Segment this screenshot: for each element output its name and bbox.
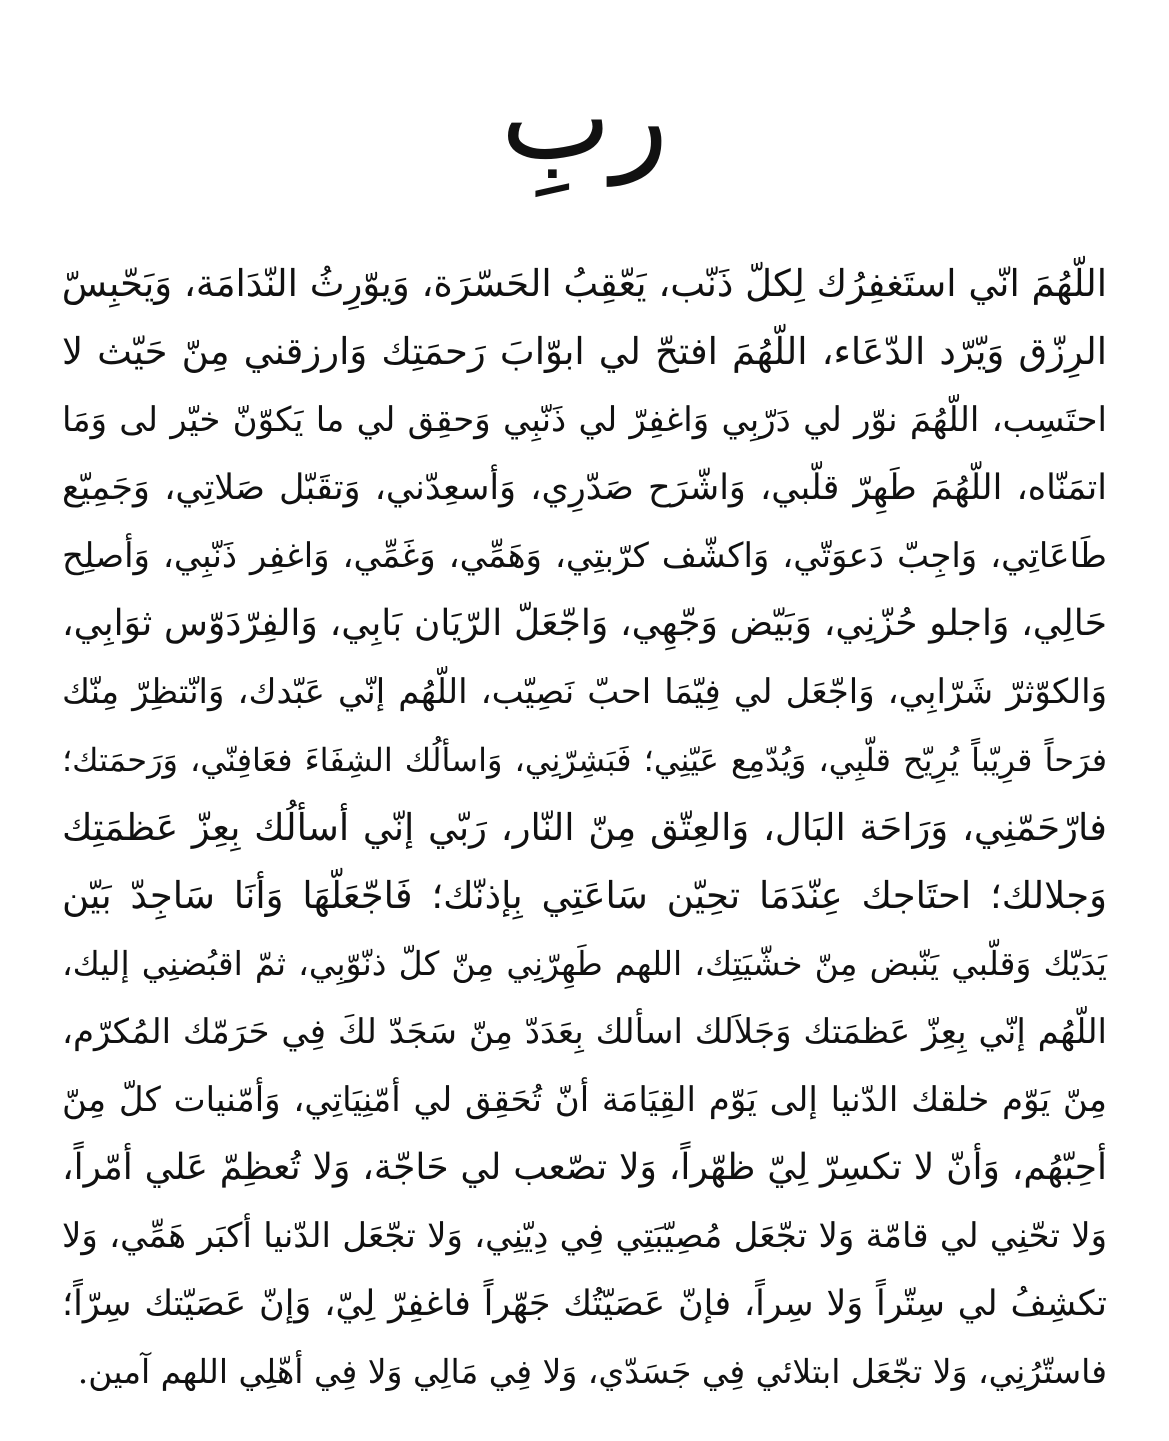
text-line: اللّهُمَ انّي استَغفِرُك لِكلّ ذَنّب، يَعّقِبُ الحَسّرَة، وَيوّرِثُ النّدَامَة، وَيَحّبِسّ [61, 262, 1107, 305]
prayer-text [62, 250, 1107, 1406]
text-line: فرَحاً قرِيّباً يُرِيّح قلّبِي، وَيُدّمِع عَيّنِي؛ فَبَشِرّنِي، وَاسألُك الشِفَاءَ فعَافِنّي، وَرَحمَتك؛ [62, 741, 1108, 779]
text-line: وَجلالك؛ احتَاجك عِنّدَمَا تحِيّن سَاعَتِي بِإذنّك؛ فَاجّعَلّهَا وَأنَا سَاجِدّ بَيّن [62, 874, 1107, 917]
text-line: الرِزّق وَيّرّد الدّعَاء، اللّهُمَ افتحّ لي ابوّابَ رَحمَتِك وَارزقني مِنّ حَيّث لا [62, 330, 1107, 373]
text-line: وَالكوّثرّ شَرّابِي، وَاجّعَل لي فِيّمَا احبّ نَصِيّب، اللّهُم إنّي عَبّدك، وَانّتظِرّ مِنّك [62, 672, 1107, 712]
page-title: ربِ [500, 48, 669, 186]
text-line: احتَسِب، اللّهُمَ نوّر لي دَرّبِي وَاغفِرّ لي ذَنّبِي وَحقِق لي ما يَكوّنّ خيّر لى وَمَا [62, 400, 1107, 440]
text-line: اللّهُم إنّي بِعِزّ عَظمَتك وَجَلاَلك اسألك بِعَدَدّ مِنّ سَجَدّ لكَ فِي حَرَمّك المُكرّم، [62, 1012, 1107, 1052]
text-line: يَدَيّك وَقلّبي يَنّبض مِنّ خشّيَتِك، اللهم طَهِرّنِي مِنّ كلّ ذنّوّبِي، ثمّ اقبُضنِي إليك، [62, 944, 1107, 983]
text-line: وَلا تحّنِي لي قامّة وَلا تجّعَل مُصِيّبَتِي فِي دِيّنِي، وَلا تجّعَل الدّنيا أكبَر هَمِّي، وَلا [62, 1216, 1107, 1256]
text-line: فارّحَمّنِي، وَرَاحَة البَال، وَالعِتّق مِنّ النّار، رَبّي إنّي أسألُك بِعِزّ عَظمَتِك [62, 806, 1107, 849]
text-line: فاستّرُنِي، وَلا تجّعَل ابتلائي فِي جَسَدّي، وَلا فِي مَالِي وَلا فِي أهّلِي اللهم آمين. [77, 1352, 1107, 1391]
text-line: أحِبّهُم، وَأنّ لا تكسِرّ لِيّ ظهّراً، وَلا تصّعب لي حَاجّة، وَلا تُعظِمّ عَلي أمّراً، [62, 1147, 1108, 1188]
text-line: طَاعَاتِي، وَاجِبّ دَعوَتّي، وَاكشّف كرّبتِي، وَهَمِّي، وَغَمِّي، وَاغفِر ذَنّبِي، وَأصلِح [62, 536, 1107, 576]
text-line: مِنّ يَوّم خلقك الدّنيا إلى يَوّم القِيَامَة أنّ تُحَقِق لي أمّنِيَاتِي، وَأمّنيات كلّ مِنّ [62, 1080, 1107, 1120]
text-line: تكشِفُ لي سِتّراً وَلا سِراً، فإنّ عَصَيّتُك جَهّراً فاغفِرّ لِيّ، وَإنّ عَصَيّتك سِرّاً؛ [62, 1284, 1107, 1324]
text-line: حَالِي، وَاجلو حُزّنِي، وَبَيّض وَجّهِي، وَاجّعَلّ الرّيَان بَابِي، وَالفِرّدَوّس ثوَابِي، [62, 603, 1107, 644]
text-line: اتمَنّاه، اللّهُمَ طَهِرّ قلّبي، وَاشّرَح صَدّرِي، وَأسعِدّني، وَتقَبّل صَلاتِي، وَجَمِيّع [62, 468, 1107, 508]
